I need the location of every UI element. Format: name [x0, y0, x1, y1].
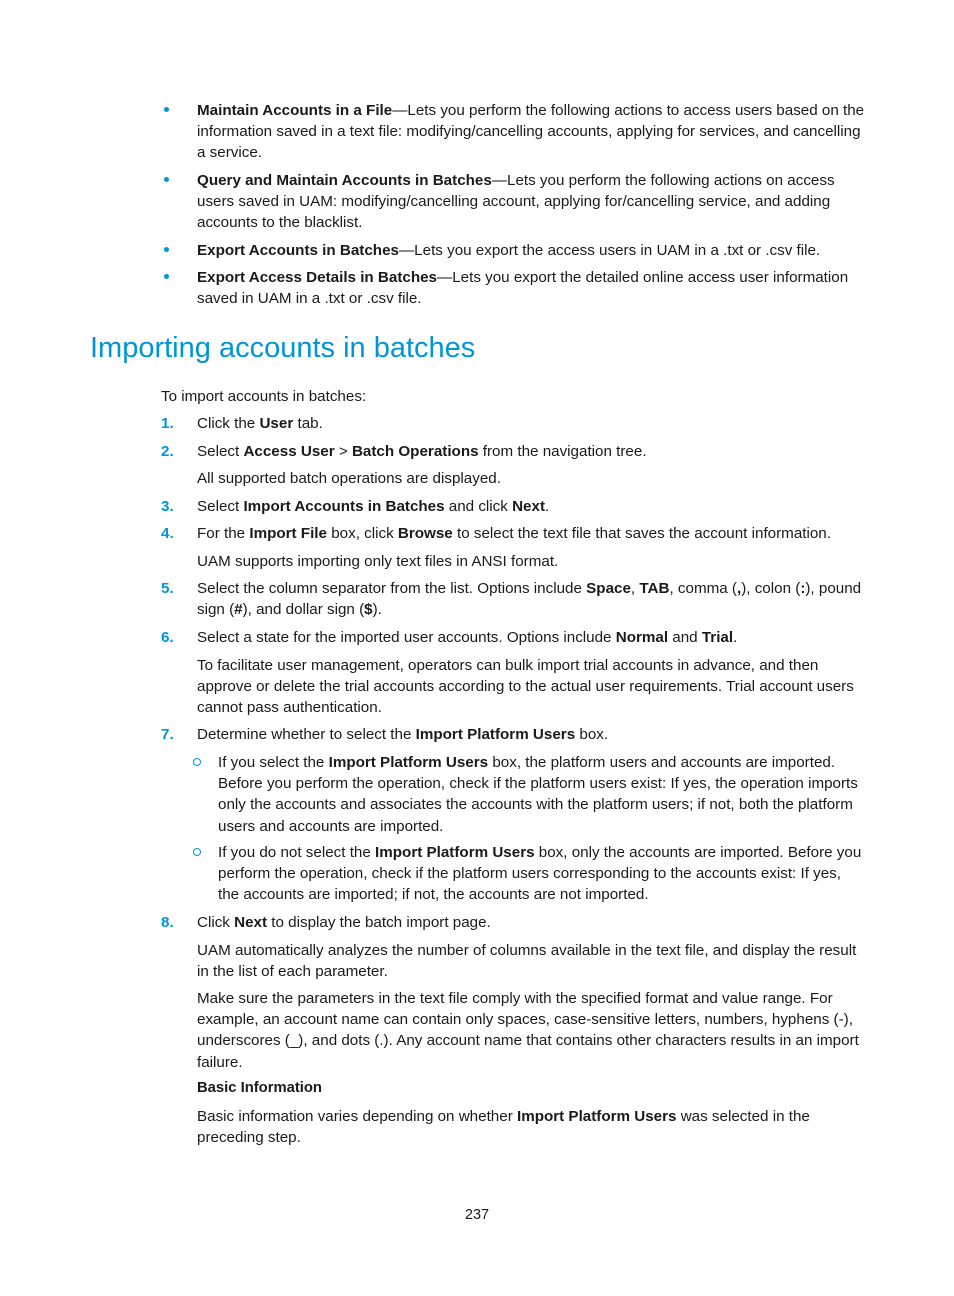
step-number: 7. [161, 726, 174, 743]
bullet-term: Query and Maintain Accounts in Batches [197, 172, 492, 189]
step-number: 8. [161, 914, 174, 931]
step-number: 1. [161, 415, 174, 432]
page-number: 237 [464, 1207, 490, 1223]
bullet-text: —Lets you perform the following actions to access users based on the information saved in a text file: modifying/cancelling accounts, applying for services, and cancelling a service. [197, 102, 865, 162]
step-1: Click the User tab. [197, 415, 323, 432]
bullet-text: —Lets you export the detailed online access user information saved in UAM in a .txt or .csv file. [197, 269, 849, 308]
bullet-dot [164, 247, 169, 252]
step-6: Select a state for the imported user accounts. Options include Normal and Trial. [197, 629, 738, 646]
bullet-dot [164, 177, 169, 182]
step-2: Select Access User > Batch Operations from the navigation tree. [197, 443, 647, 460]
basic-information-text: Basic information varies depending on whether Import Platform Users was selected in the preceding step. [197, 1108, 810, 1147]
bullet-text: —Lets you export the access users in UAM in a .txt or .csv file. [398, 242, 821, 259]
step-3: Select Import Accounts in Batches and click Next. [197, 498, 550, 515]
sub-bullet-icon [193, 848, 201, 856]
step-5: Select the column separator from the list. Options include Space, TAB, comma (,), colon (:), pound sign (#), and dollar sign ($). [197, 580, 862, 619]
step-8-note-2: Make sure the parameters in the text file comply with the specified format and value range. For example, an account name can contain only spaces, case-sensitive letters, numbers, hyphens (-), underscores (_), and dots (.). Any account name that contains other characters results in an import failure. [197, 990, 859, 1071]
bullet-term: Export Access Details in Batches [197, 269, 438, 286]
step-4-note: UAM supports importing only text files in ANSI format. [197, 553, 559, 570]
step-number: 4. [161, 525, 174, 542]
step-number: 6. [161, 629, 174, 646]
sub-bullet-icon [193, 758, 201, 766]
basic-information-heading: Basic Information [197, 1080, 322, 1096]
step-6-note: To facilitate user management, operators can bulk import trial accounts in advance, and then approve or delete the trial accounts according to the actual user requirements. Trial account users cannot pass authentication. [197, 657, 854, 717]
step-8-note-1: UAM automatically analyzes the number of columns available in the text file, and display the result in the list of each parameter. [197, 942, 857, 981]
step-number: 5. [161, 580, 174, 597]
bullet-dot [164, 107, 169, 112]
document-page: Maintain Accounts in a File—Lets you perform the following actions to access users based on the information saved in a text file: modifying/cancelling accounts, applying for services, and cancelling a service. Query and Maintain Accounts in Batches—Lets you perform the following actions on access users saved in UAM: modifying/cancelling account, applying for/cancelling service, and adding accounts to the blacklist. Export Accounts in Batches—Lets you export the access users in UAM in a .txt or .csv file. Export Access Details in Batches—Lets you export the detailed online access user information saved in UAM in a .txt or .csv file. Importing accounts in batches To import accounts in batches: 1. Click the User tab. 2. Select Access User > Batch Operations from the navigation tree. All supported batch operations are displayed. 3. Select Import Accounts in Batches and click Next. 4. For the Import File box, click Browse to select the text file that saves the account information. UAM supports importing only text files in ANSI format. 5. Select the column separator from the list. Options include Space, TAB, comma (,), colon (:), pound sign (#), and dollar sign ($). 6. Select a state for the imported user accounts. Options include Normal and Trial. To facilitate user management, operators can bulk import trial accounts in advance, and then approve or delete the trial accounts according to the actual user requirements. Trial account users cannot pass authentication. 7. Determine whether to select the Import Platform Users box. If you select the Import Platform Users box, the platform users and accounts are imported. Before you perform the operation, check if the platform users exist: If yes, the operation imports only the accounts and associates the accounts with the platform users; if not, both the platform users and accounts are imported. If you do not select the Import Platform Users box, only the accounts are imported. Before you perform the operation, check if the platform users corresponding to the accounts exist: If yes, the accounts are imported; if not, the accounts are not imported. 8. Click Next to display the batch import page. UAM automatically analyzes the number of columns available in the text file, and display the result in the list of each parameter. Make sure the parameters in the text file comply with the specified format and value range. For example, an account name can contain only spaces, case-sensitive letters, numbers, hyphens (-), underscores (_), and dots (.). Any account name that contains other characters results in an import failure. Basic Information Basic information varies depending on whether Import Platform Users was selected in the preceding step. 237 [0, 0, 954, 1296]
step-number: 3. [161, 498, 174, 515]
step-7: Determine whether to select the Import Platform Users box. [197, 726, 609, 743]
step-8: Click Next to display the batch import page. [197, 914, 491, 931]
bullet-term: Export Accounts in Batches [197, 242, 399, 259]
step-number: 2. [161, 443, 174, 460]
step-4: For the Import File box, click Browse to select the text file that saves the account information. [197, 525, 831, 542]
intro-text: To import accounts in batches: [161, 388, 367, 405]
step-2-note: All supported batch operations are displayed. [197, 470, 501, 487]
bullet-text: —Lets you perform the following actions on access users saved in UAM: modifying/cancelling account, applying for/cancelling service, and adding accounts to the blacklist. [197, 172, 835, 232]
bullet-term: Maintain Accounts in a File [197, 102, 393, 119]
section-heading: Importing accounts in batches [90, 332, 476, 364]
bullet-dot [164, 274, 169, 279]
